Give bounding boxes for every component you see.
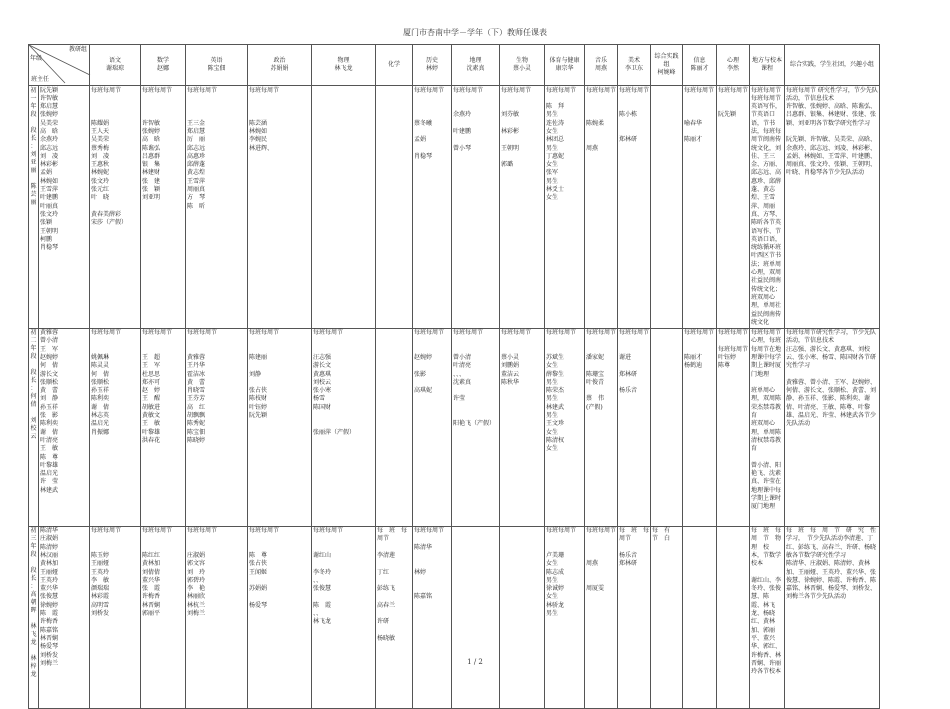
table-row (29, 526, 946, 708)
header-row (29, 45, 946, 86)
table-cell: 每班每周节 许智敏 张婉婷 高 晗 陈谯弘 吕惠群 银 集 林建财 张 建 张 颖 刘亚明 (141, 86, 186, 329)
table-cell: 每班每周节 陈红红 黄林加 刘倩倩 董兴华 张 霞 许梅香 林晋娴 郭丽平 (141, 526, 186, 708)
table-row (29, 86, 946, 329)
table-cell (717, 526, 750, 708)
table-cell: 每班每周节心理，每班每周节在地理课中每学期上课时厦门地理 班单周心理，双周陈荣杰禁毒教育 班双周心理，单周陈清权禁毒教育 曾小清、阳艳飞、沈素真、许莹在地理课中每学期上课时厦门地理 (750, 328, 785, 526)
corner-header (29, 45, 90, 86)
table-cell: 每 班 每周节 李清莲 丁红 彭练飞 高春兰 许研 杨晓敏 (376, 526, 413, 708)
table-cell: 每班每周节 阮先颖 (717, 86, 750, 329)
table-cell: 每班每周节 陈清华 林婷 陈嘉铭 (413, 526, 452, 708)
table-cell: 每班每周节 黄雅蓉 王丹华 霍洁冰 黄 蕾 肖晓雪 王芬芳 高 红 胡飘飘 陈秀妮 陈宝佃 陈晓婷 (186, 328, 248, 526)
table-cell: 每班每周节 每班每周节 叶钰婷 陈尊 (717, 328, 750, 526)
page-title: 厦门市杏南中学－学年（下）教师任课表 (403, 28, 547, 37)
table-cell (500, 526, 545, 708)
head-teacher-cell: 陈清华 庄淑娟 陈清婷 林汉丽 黄林加 王丽娅 王英玲 董兴华 张俊慧 徐婉婷 陈 霞 许梅香 陈嘉铭 林晋娴 杨爱琴 刘桥发 刘梅兰 (39, 526, 90, 708)
table-cell: 每班每周节 研究性学习，节少先队活动，节信息技术 许智敏、张婉婷、高晗、陈谯弘、吕惠群、银集、林建财、张建、张颖、刘亚明各节数学研究性学习 阮先颖、许智敏、吴美荣、高晗、余燕玲、邱志远、刘凌、林彩彬、孟娟、林婉如、王雪萍、叶建鹏、周丽真、张文玲、张颖、王朝明、叶晓、肖稳琴各节少先队活动 (785, 86, 880, 329)
table-cell (651, 86, 683, 329)
table-cell: 每班每周节 庄淑娟 郭文容 刘 玲 郭碧玲 李 艳 林丽欣 林杭兰 刘梅兰 (186, 526, 248, 708)
grade-cell: 初 一 年 段 段 长 ： 刘 亚 丽 陈 芸 丽 (29, 86, 39, 329)
col-english: 英语 陈宝佃 (186, 45, 248, 86)
col-music: 音乐 周燕 (585, 45, 618, 86)
col-it: 信息 陈丽才 (683, 45, 717, 86)
table-cell: 每班每周节 谢红山 李冬玲 、、 张俊慧 陈 霞 、、 林飞龙 (312, 526, 376, 708)
corner-label-head-teacher: 班主任 (31, 76, 50, 83)
table-cell: 每班每周节 曾小清 叶清亮 、、、 沈素真 许莹 阳艳飞（产假） (452, 328, 500, 526)
table-cell: 每班每周节 卢美珊 女生 陈志成 男生 徐诚婷 女生 林骄龙 男生 (545, 526, 585, 708)
table-cell: 每班每周节 姚佩琳 陈灵灵 何 倩 张顺松 孙玉祥 陈利奕 谢 倩 林志英 温启光 肖振娜 (90, 328, 141, 526)
head-teacher-cell: 阮先颖 许智敏 郑启慧 张婉婷 吴美荣 高 晗 余燕玲 邱志远 刘 凌 林彩彬 孟娟 林婉如 王雪萍 叶建鹏 叶丽真 张文玲 张颖 王朝明 柯鹏 肖稳琴 (39, 86, 90, 329)
table-cell: 每班每周节 周燕 周厦雯 (585, 526, 618, 708)
col-activities: 综合实践，学生社团，兴趣小组 (785, 45, 880, 86)
col-art: 美术 李卫东 (618, 45, 651, 86)
col-chinese: 语文 谢瑞琼 (90, 45, 141, 86)
col-local-course: 地方与校本课程 (750, 45, 785, 86)
table-cell: 每班每周节 赵婉婷 张影 高琪妮 (413, 328, 452, 526)
col-math: 数学 赵娜 (141, 45, 186, 86)
table-cell: 每班每周节 王三金 郑启慧 厉 丽 邱志远 高惠珍 邱薛蓬 黄志煌 王雪萍 周丽真 方 琴 陈 昕 (186, 86, 248, 329)
table-cell: 每班每周节 苏斌生 女生 薛黎生 男生 陈荣杰 男生 林建武 男生 王文珍 女生 陈清权 女生 (545, 328, 585, 526)
col-history: 历史 林婷 (413, 45, 452, 86)
table-cell: 每班每周节 刘芬敏 林彩彬 王朝明 郭璐 (500, 86, 545, 329)
table-cell (651, 328, 683, 526)
table-cell (312, 86, 376, 329)
grade-cell: 初 三 年 段 段 长 ： 高 朝 晖 林 飞 龙 林 梓 龙 (29, 526, 39, 708)
table-cell (376, 86, 413, 329)
col-biology: 生物 蔡小灵 (500, 45, 545, 86)
table-row (29, 328, 946, 526)
table-cell: 每 班 每 周 节 物 理 校 本，节数学校本 谢红山、李冬玲、张俊慧、陈 霞、林飞龙、杨晓红、黄林加、郭丽平、董兴华、郭红、许梅香、林晋娴、许丽玲各节校本 (750, 526, 785, 708)
col-chemistry: 化学 (376, 45, 413, 86)
table-cell: 每班每周节 陈芸涵 林婉如 李婉民 林进辉、 (248, 86, 312, 329)
table-cell: 每班每周节 喻春华 陈丽才 (683, 86, 717, 329)
table-cell: 每班每周节 陈 尊 张占侠 王闻姬 苏娟娟 杨爱琴 (248, 526, 312, 708)
schedule-table (28, 44, 946, 709)
col-practice: 综合实践组 柯婉峰 (651, 45, 683, 86)
table-cell: 每班每周节 蔡小灵 刘鹏娟 董洁云 陈秋华 (500, 328, 545, 526)
col-geography: 地理 沈素真 (452, 45, 500, 86)
table-cell (452, 526, 500, 708)
table-cell: 每班每周节 陈耀娟 王人天 吴美荣 蔡秀梅 刘 凌 王惠秋 林婉妮 张文玲 张元红 叶 晓 黄春美薛彩 宋莎（产假） (90, 86, 141, 329)
table-cell: 每班每周节 汪志强 游长文 黄惠琪 刘校云 张小寒 杨雪 陈国财 张丽萍（产假） (312, 328, 376, 526)
corner-label-grade: 年级 (30, 55, 43, 62)
table-cell (376, 328, 413, 526)
table-cell: 每班每周节 余燕玲 叶建鹏 曾小琴 (452, 86, 500, 329)
col-pe: 体育与健康 康宗华 (545, 45, 585, 86)
table-cell: 每班每周节 陈小栋 郑林研 (618, 86, 651, 329)
col-politics: 政治 苏娟娟 (248, 45, 312, 86)
table-cell: 每 班 每周节 杨乐音 郑林研 (618, 526, 651, 708)
table-cell: 每班每周节 蔡冬曦 孟娟 肖稳琴 (413, 86, 452, 329)
table-cell: 每班每周节 陈玉婷 王丽娅 王英玲 李 敏 颜瑞瑞 林彩霞 高明雪 刘桥发 (90, 526, 141, 708)
table-cell: 每班每周节 谢进 郑林研 杨乐音 (618, 328, 651, 526)
grade-cell: 初 二 年 段 段 长 ： 何 倩 刘 校 云 (29, 328, 39, 526)
table-cell: 每班每周节 陈建丽 刘静 张占侠 陈枝财 叶钰婷 阮先颖 (248, 328, 312, 526)
table-cell (683, 526, 717, 708)
table-cell: 每班每周节 每班每周节 英语写作，节英语口语，节书法，每班每周节闽南传统文化，刘佳、王三金、方丽、邱志远、高惠珍、邱薛蓬、黄志煌、王雪萍、周丽真、方琴、陈昕各节英语写作、节英语口语，统练循环班叶西区节书法；班单周心理，双周社益民闽南传统文化；班双周心理，单周社益民闽南传统文化 (750, 86, 785, 329)
table-cell: 每 有 节 白 (651, 526, 683, 708)
col-physics: 物理 林飞龙 (312, 45, 376, 86)
table-cell: 每班每周节研究性学习，节少先队活动，节信息技术 汪志强、游长文、黄惠琪、刘校云、张小寒、杨雪、陈国财各节研究性学习 黄雅蓉、曾小清、王军、赵婉婷、何倩、游长文、张顺松、黄蕾、刘静、孙玉祥、张影、陈利奕、谢倩、叶清亮、王敏、陈尊、叶黎雄、温启光、许莹、林建武各节少先队活动 (785, 328, 880, 526)
head-teacher-cell: 黄雅蓉 曾小清 王 军 赵婉婷 何 倩 游长文 张顺松 黄 蕾 刘 静 孙玉祥 张 影 陈利奕 谢 倩 叶清亮 王 敏 陈 尊 叶黎雄 温启光 许 莹 林建武 (39, 328, 90, 526)
table-cell: 每班每周节 陈 拜 男生 连佐涛 女生 林团总 男生 丁惠妮 女生 张军 男生 林爻士 女生 (545, 86, 585, 329)
table-cell: 每班每周节 王 超 王 军 杜思思 郑亦可 赵 婷 王 醒 胡敏进 黄敏文 王 敏 叶黎雄 洪春花 (141, 328, 186, 526)
corner-label-group: 教研组 (68, 46, 87, 53)
page-number: 1 / 2 (467, 658, 483, 666)
table-cell: 每班每周节 陈婉柔 周燕 (585, 86, 618, 329)
table-cell: 每 班 每 周 节 研 究 性学习， 节少先队活动李清莲、丁红、彭练飞、高春兰、许研、杨晓敏各节数学研究性学习 陈清华、庄淑娟、陈清婷、黄林加、王丽娅、王英玲、董兴华、张俊慧、徐婉婷、陈霞、许梅香、陈嘉铭、林晋娴、杨爱琴、刘桥发、刘梅兰各节少先队活动 (785, 526, 880, 708)
table-cell: 每班每周节 潘家妮 陈珊宝 叶俊青 蔡 伟 (产假) (585, 328, 618, 526)
table-cell: 每班每周节 陈丽才 杨鹤迪 (683, 328, 717, 526)
col-psychology: 心理 李然 (717, 45, 750, 86)
